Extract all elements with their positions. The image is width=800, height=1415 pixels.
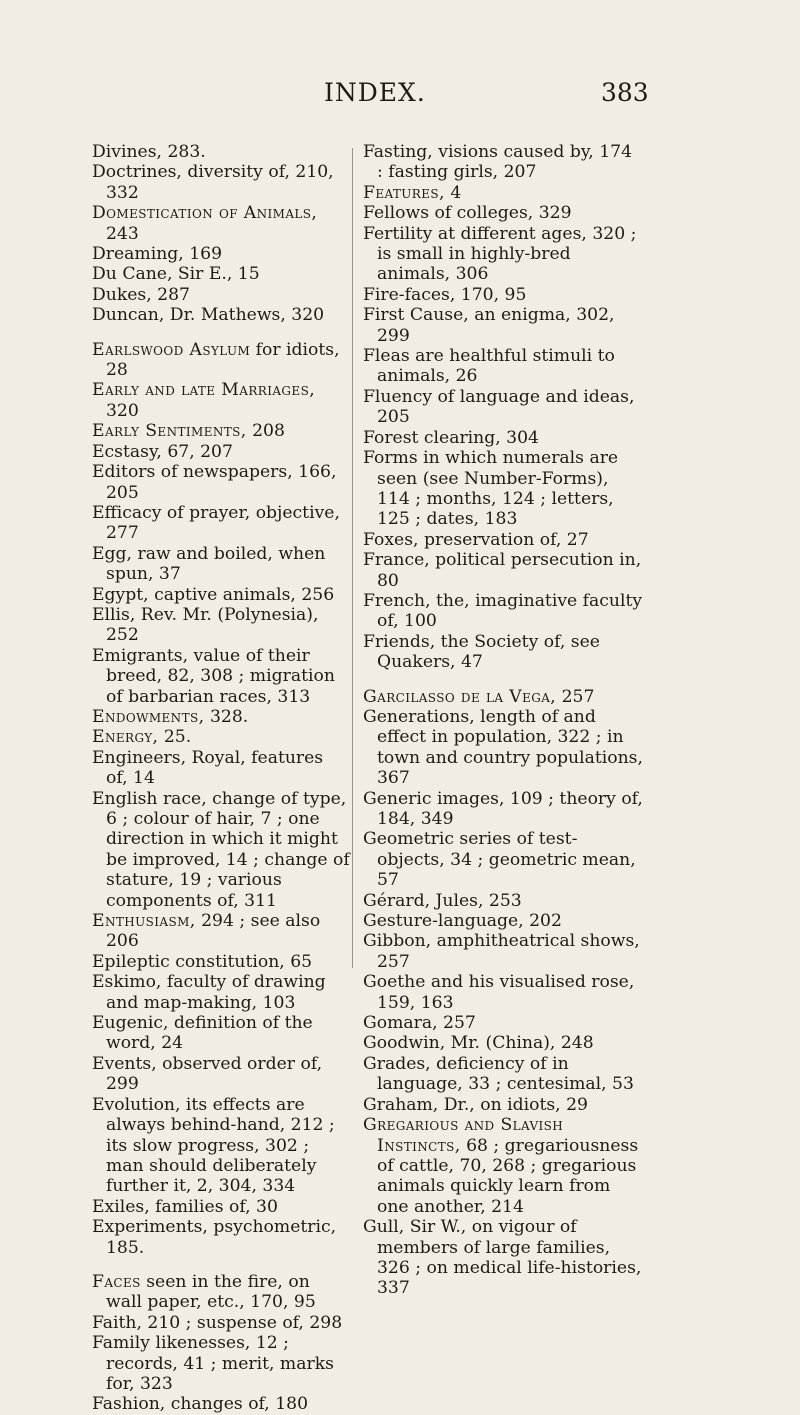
index-entry-text: Generations, length of and effect in population, 322 ; in town and country populations, 367 xyxy=(363,706,643,789)
index-entry-text: Goodwin, Mr. (China), 248 xyxy=(363,1033,594,1054)
index-column-left xyxy=(92,142,350,1415)
index-entry-text: First Cause, an enigma, 302, 299 xyxy=(363,305,615,346)
index-entry xyxy=(363,428,643,448)
index-entry-text: Emigrants, value of their breed, 82, 308 ; migration of barbarian races, 313 xyxy=(92,645,335,707)
index-entry-text: Engineers, Royal, features of, 14 xyxy=(92,747,324,789)
index-entry-text: 4 xyxy=(444,182,462,203)
index-entry xyxy=(363,1217,643,1299)
index-entry-text: 257 xyxy=(556,686,595,707)
index-entry xyxy=(363,591,643,632)
page-number: 383 xyxy=(601,78,649,107)
index-entry-heading: Earlswood Asylum xyxy=(92,339,251,360)
index-entry xyxy=(92,1272,350,1313)
index-entry xyxy=(363,972,643,1013)
index-entry-text: Fleas are healthful stimuli to animals, 26 xyxy=(363,346,615,387)
index-entry xyxy=(92,911,350,952)
index-entry xyxy=(92,1394,350,1414)
index-entry-text: Events, observed order of, 299 xyxy=(92,1053,323,1095)
index-entry xyxy=(92,972,350,1013)
index-entry-text: Gérard, Jules, 253 xyxy=(363,890,522,911)
index-entry-text: Gomara, 257 xyxy=(363,1013,476,1034)
index-entry-text: Goethe and his visualised rose, 159, 163 xyxy=(363,972,635,1013)
index-entry xyxy=(92,952,350,972)
index-entry xyxy=(363,891,643,911)
index-entry-text: Fellows of colleges, 329 xyxy=(363,203,572,224)
index-entry-heading: Early Sentiments, xyxy=(92,421,247,442)
index-entry-heading: Endowments, xyxy=(92,706,205,727)
index-entry-text: Experiments, psychometric, 185. xyxy=(92,1217,337,1258)
index-entry xyxy=(363,530,643,550)
index-entry xyxy=(92,244,350,264)
index-entry-text: 328. xyxy=(204,706,249,727)
index-entry xyxy=(92,646,350,707)
index-entry xyxy=(363,387,643,428)
index-entry-text: Faith, 210 ; suspense of, 298 xyxy=(92,1312,343,1333)
page-header xyxy=(0,78,800,118)
index-entry-text: Fire-faces, 170, 95 xyxy=(363,284,527,305)
index-entry-text: Efficacy of prayer, objective, 277 xyxy=(92,502,340,544)
index-entry-text: Gesture-language, 202 xyxy=(363,911,562,932)
index-entry-text: Forms in which numerals are seen (see Number-Forms), 114 ; months, 124 ; letters, 125 ; dates, 183 xyxy=(363,448,619,530)
index-entry xyxy=(92,503,350,544)
index-entry-text: Eugenic, definition of the word, 24 xyxy=(92,1013,313,1054)
index-entry xyxy=(92,285,350,305)
index-entry xyxy=(92,264,350,284)
index-entry xyxy=(92,1013,350,1054)
index-entry xyxy=(92,727,350,747)
index-entry xyxy=(363,142,643,183)
index-entry-text: Family likenesses, 12 ; records, 41 ; merit, marks for, 323 xyxy=(92,1333,334,1394)
index-entry xyxy=(92,380,350,421)
index-entry-text: Dreaming, 169 xyxy=(92,244,223,265)
index-entry-text: Generic images, 109 ; theory of, 184, 349 xyxy=(363,788,643,829)
index-entry xyxy=(363,1013,643,1033)
index-entry-text: Egg, raw and boiled, when spun, 37 xyxy=(92,543,326,585)
index-entry-text: Ecstasy, 67, 207 xyxy=(92,441,233,462)
index-entry-text: Fertility at different ages, 320 ; is small in highly-bred animals, 306 xyxy=(363,223,637,285)
index-entry-heading: Features, xyxy=(363,182,445,203)
index-entry-text: Forest clearing, 304 xyxy=(363,427,539,448)
index-entry xyxy=(363,707,643,789)
index-entry xyxy=(92,1095,350,1197)
index-entry-heading: Early and late Marriages, xyxy=(92,380,316,401)
index-entry-heading: Gregarious and Slavish Instincts, xyxy=(363,1115,564,1156)
index-entry xyxy=(363,687,643,707)
index-entry xyxy=(363,1033,643,1053)
index-entry-text: Grades, deficiency of in language, 33 ; centesimal, 53 xyxy=(363,1053,634,1095)
index-entry xyxy=(363,183,643,203)
index-entry-text: 243 xyxy=(106,223,139,244)
index-entry xyxy=(363,550,643,591)
index-entry-text: for idiots, 28 xyxy=(106,339,340,381)
index-entry-text: Evolution, its effects are always behind-hand, 212 ; its slow progress, 302 ; man should deliberately further it, 2, 304, 334 xyxy=(92,1094,335,1197)
index-entry xyxy=(363,931,643,972)
index-entry-heading: Energy, xyxy=(92,727,159,748)
index-entry-text: 208 xyxy=(246,421,285,442)
index-entry xyxy=(363,1095,643,1115)
index-entry xyxy=(92,585,350,605)
index-entry xyxy=(92,789,350,911)
index-entry xyxy=(363,305,643,346)
index-entry-text: 320 xyxy=(106,400,139,421)
index-entry-text: Eskimo, faculty of drawing and map-making, 103 xyxy=(92,972,326,1013)
index-entry-text: seen in the fire, on wall paper, etc., 170, 95 xyxy=(106,1271,316,1313)
index-entry-text: Du Cane, Sir E., 15 xyxy=(92,264,260,285)
index-entry xyxy=(92,1313,350,1333)
index-entry-text: Gibbon, amphitheatrical shows, 257 xyxy=(363,931,640,972)
index-entry xyxy=(92,544,350,585)
index-entry xyxy=(363,1054,643,1095)
index-entry xyxy=(92,1217,350,1258)
index-entry xyxy=(92,162,350,203)
index-entry xyxy=(92,707,350,727)
index-entry-text: Dukes, 287 xyxy=(92,284,190,305)
index-entry-text: Egypt, captive animals, 256 xyxy=(92,584,335,605)
index-entry xyxy=(92,1054,350,1095)
index-entry xyxy=(363,448,643,530)
index-entry-heading: Domestication of Animals, xyxy=(92,203,318,224)
running-title: INDEX. xyxy=(324,78,426,107)
index-entry-heading: Enthusiasm, xyxy=(92,911,196,932)
index-entry-text: Editors of newspapers, 166, 205 xyxy=(92,462,337,503)
index-entry xyxy=(92,142,350,162)
index-entry-heading: Garcilasso de la Vega, xyxy=(363,686,557,707)
index-entry xyxy=(363,346,643,387)
index-entry xyxy=(363,224,643,285)
index-entry xyxy=(92,340,350,381)
index-entry xyxy=(92,1333,350,1394)
index-entry xyxy=(363,632,643,673)
index-entry-text: Gull, Sir W., on vigour of members of large families, 326 ; on medical life-histories, 337 xyxy=(363,1217,642,1299)
index-entry-text: Exiles, families of, 30 xyxy=(92,1196,278,1217)
index-entry-text: Fashion, changes of, 180 xyxy=(92,1394,309,1415)
index-entry xyxy=(92,605,350,646)
index-entry-text: English race, change of type, 6 ; colour of hair, 7 ; one direction in which it might be improved, 14 ; change of stature, 19 ; various components of, 311 xyxy=(92,788,350,911)
index-entry-text: Foxes, preservation of, 27 xyxy=(363,529,589,550)
column-divider xyxy=(352,148,353,968)
index-column-right xyxy=(363,142,643,1299)
index-entry-text: Ellis, Rev. Mr. (Polynesia), 252 xyxy=(92,604,319,646)
index-entry xyxy=(363,829,643,890)
index-entry-text: Fasting, visions caused by, 174 : fasting girls, 207 xyxy=(363,142,633,183)
index-entry-text: Duncan, Dr. Mathews, 320 xyxy=(92,305,325,326)
index-entry-text: French, the, imaginative faculty of, 100 xyxy=(363,590,643,632)
index-entry-heading: Faces xyxy=(92,1271,141,1292)
index-entry xyxy=(92,203,350,244)
index-entry-text: Friends, the Society of, see Quakers, 47 xyxy=(363,631,600,673)
index-entry xyxy=(363,1115,643,1217)
index-entry xyxy=(92,305,350,325)
index-entry-text: Geometric series of test-objects, 34 ; geometric mean, 57 xyxy=(363,829,636,891)
index-entry-text: France, political persecution in, 80 xyxy=(363,550,642,591)
index-entry-text: Doctrines, diversity of, 210, 332 xyxy=(92,162,334,203)
index-entry xyxy=(92,748,350,789)
index-entry xyxy=(363,285,643,305)
index-entry xyxy=(363,911,643,931)
index-entry xyxy=(363,789,643,830)
index-entry xyxy=(92,421,350,441)
index-entry-text: Graham, Dr., on idiots, 29 xyxy=(363,1094,588,1115)
index-entry xyxy=(92,462,350,503)
index-entry xyxy=(92,442,350,462)
index-entry-text: 294 ; see also 206 xyxy=(106,911,321,952)
index-entry xyxy=(92,1197,350,1217)
index-entry-text: Fluency of language and ideas, 205 xyxy=(363,386,635,428)
index-entry-text: Divines, 283. xyxy=(92,142,206,162)
index-entry xyxy=(363,203,643,223)
index-entry-text: 25. xyxy=(158,727,192,748)
index-entry-text: Epileptic constitution, 65 xyxy=(92,951,313,972)
index-entry-text: 68 ; gregariousness of cattle, 70, 268 ; gregarious animals quickly learn from one another, 214 xyxy=(377,1135,639,1217)
